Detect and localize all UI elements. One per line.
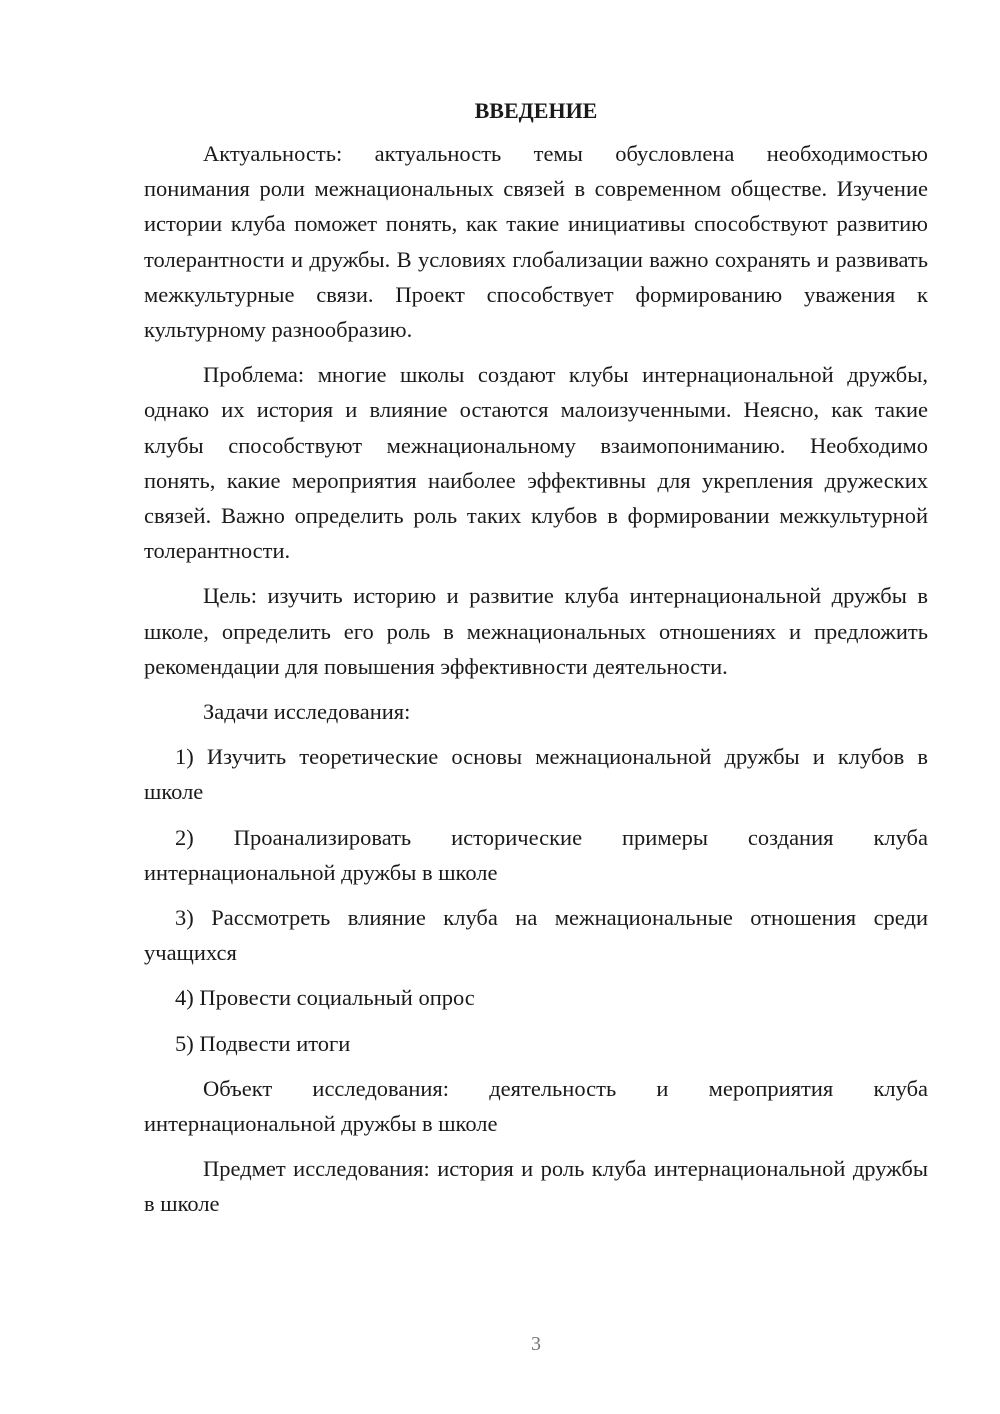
page-number: 3 [531,1333,541,1355]
task-item: 3) Рассмотреть влияние клуба на межнациональные отношения среди учащихся [144,905,928,966]
tasks-heading: Задачи исследования: [203,699,411,725]
task-item: 5) Подвести итоги [175,1030,351,1056]
research-object-paragraph: Объект исследования: деятельность и мероприятия клуба интернациональной дружбы в школе [144,1075,928,1137]
relevance-paragraph: Актуальность: актуальность темы обусловлена необходимостью понимания роли межнациональных связей в современном обществе. Изучение истории клуба поможет понять, как такие инициативы способствуют развитию толерантности и дружбы. В условиях глобализации важно сохранять и развивать межкультурные связи. Проект способствует формированию уважения к культурному разнообразию. [144,141,928,343]
task-item: 1) Изучить теоретические основы межнациональной дружбы и клубов в школе [144,744,928,805]
research-subject-paragraph: Предмет исследования: история и роль клуба интернациональной дружбы в школе [144,1156,928,1217]
task-item: 4) Провести социальный опрос [175,985,475,1011]
section-title: ВВЕДЕНИЕ [474,98,598,123]
task-item: 2) Проанализировать исторические примеры создания клуба интернациональной дружбы в школе [144,824,928,885]
problem-paragraph: Проблема: многие школы создают клубы интернациональной дружбы, однако их история и влияние остаются малоизученными. Неясно, как такие клубы способствуют межнациональному взаимопониманию. Необходимо понять, какие мероприятия наиболее эффективны для укрепления дружеских связей. Важно определить роль таких клубов в формировании межкультурной толерантности. [144,362,928,564]
goal-paragraph: Цель: изучить историю и развитие клуба интернациональной дружбы в школе, определить его роль в межнациональных отношениях и предложить рекомендации для повышения эффективности деятельности. [144,583,928,679]
page-content [144,96,928,1232]
